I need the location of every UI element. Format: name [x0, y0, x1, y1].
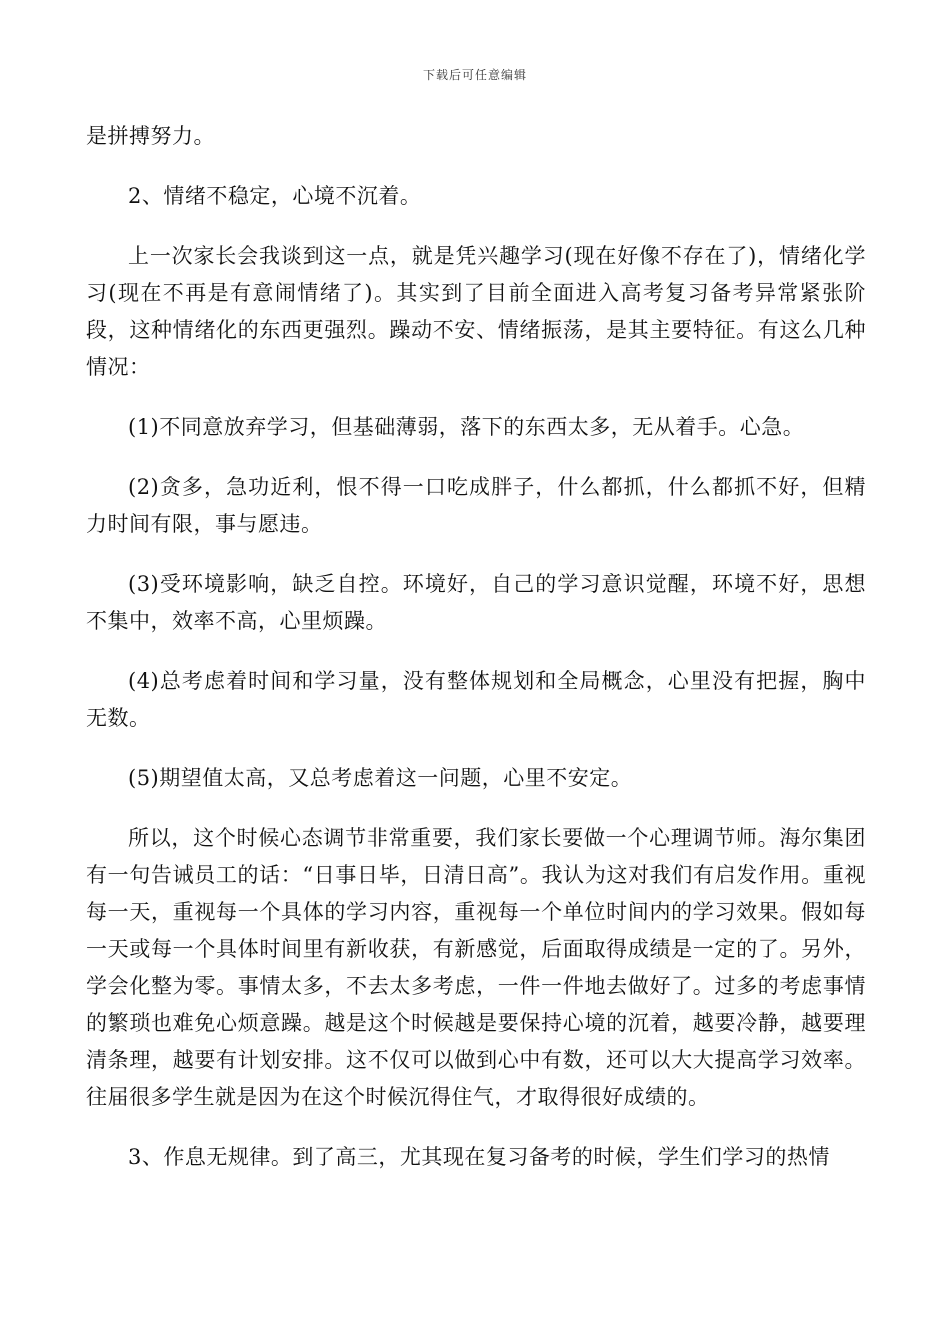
list-item: (5)期望值太高，又总考虑着这一问题，心里不安定。 [128, 766, 633, 790]
section-heading: 3、作息无规律。到了高三，尤其现在复习备考的时候，学生们学习的热情 [128, 1145, 830, 1169]
list-item: (1)不同意放弃学习，但基础薄弱，落下的东西太多，无从着手。心急。 [128, 415, 805, 439]
paragraph: 所以，这个时候心态调节非常重要，我们家长要做一个心理调节师。海尔集团有一句告诫员工的话：“日事日毕，日清日高”。我认为这对我们有启发作用。重视每一天，重视每一个具体的学习内容，重视每一个单位时间内的学习效果。假如每一天或每一个具体时间里有新收获，有新感觉，后面取得成绩是一定的了。另外，学会化整为零。事情太多，不去太多考虑，一件一件地去做好了。过多的考虑事情的繁琐也难免心烦意躁。越是这个时候越是要保持心境的沉着，越要冷静，越要理清条理，越要有计划安排。这不仅可以做到心中有数，还可以大大提高学习效率。往届很多学生就是因为在这个时候沉得住气，才取得很好成绩的。 [86, 826, 866, 1109]
list-item: (4)总考虑着时间和学习量，没有整体规划和全局概念，心里没有把握，胸中无数。 [86, 669, 866, 730]
list-item: (3)受环境影响，缺乏自控。环境好，自己的学习意识觉醒，环境不好，思想不集中，效率不高，心里烦躁。 [86, 572, 866, 633]
paragraph: 是拼搏努力。 [86, 124, 215, 148]
section-heading: 2、情绪不稳定，心境不沉着。 [128, 184, 422, 208]
paragraph: 上一次家长会我谈到这一点，就是凭兴趣学习(现在好像不存在了)，情绪化学习(现在不再是有意闹情绪了)。其实到了目前全面进入高考复习备考异常紧张阶段，这种情绪化的东西更强烈。躁动不安、情绪振荡，是其主要特征。有这么几种情况： [86, 244, 866, 379]
list-item: (2)贪多，急功近利，恨不得一口吃成胖子，什么都抓，什么都抓不好，但精力时间有限，事与愿违。 [86, 475, 866, 536]
document-body [86, 118, 866, 1199]
page-header: 下载后可任意编辑 [422, 68, 527, 82]
